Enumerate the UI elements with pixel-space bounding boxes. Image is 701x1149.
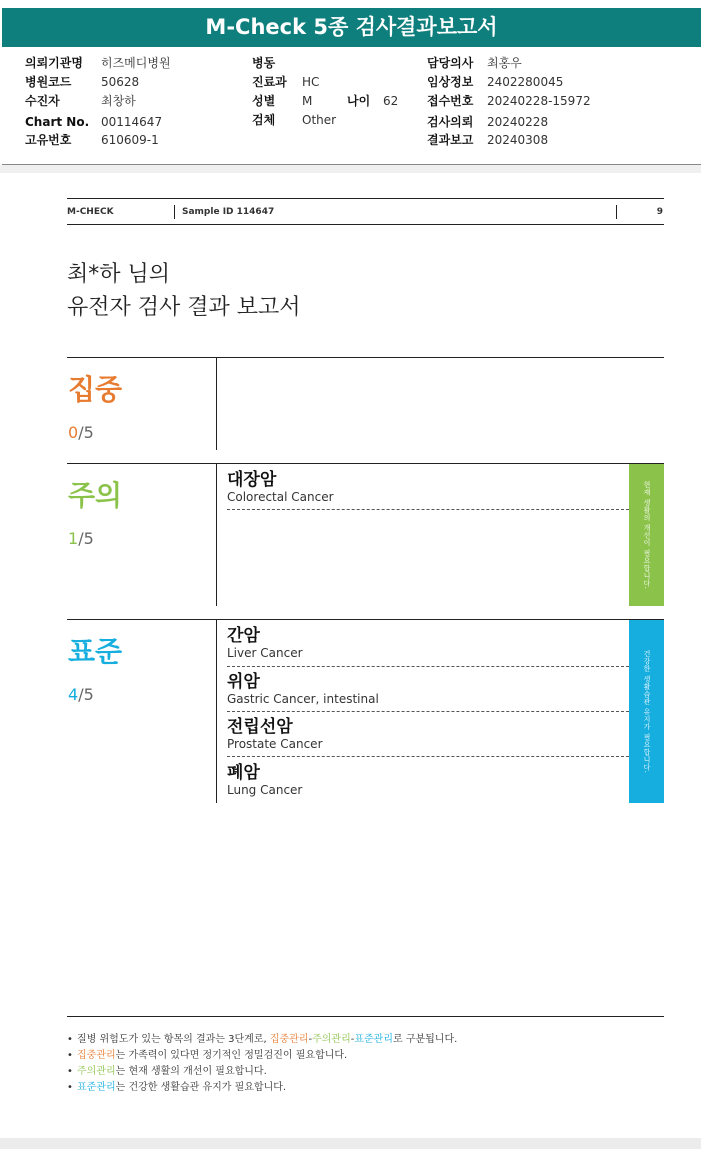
disease-item [227,717,629,757]
section-standard-title: 표준 [68,635,123,668]
disease-name-ko: 위암 [227,672,260,692]
standard-side-banner: 건강한 생활습관 유지가 필요합니다. [629,620,664,803]
note-caution-key: 주의관리 [312,1034,351,1045]
bullet-icon: • [67,1082,73,1093]
count-value: 1 [68,529,79,548]
disease-name-ko: 전립선암 [227,717,293,737]
info-report [427,131,548,149]
section-divider [216,620,217,803]
note-text: 는 건강한 생활습관 유지가 필요합니다. [115,1082,287,1093]
note-text: 질병 위험도가 있는 항목의 결과는 3단계로, [77,1034,270,1045]
disease-name-ko: 폐암 [227,763,260,783]
info-patient [25,92,136,110]
note-dash: - [308,1034,313,1045]
page-gap [0,165,701,173]
info-value: 히즈메디병원 [101,56,171,70]
info-value: Other [302,113,337,127]
info-label: 검체 [252,113,276,127]
info-label: 결과보고 [427,133,474,147]
info-label: 고유번호 [25,133,72,147]
sample-id: Sample ID 114647 [174,205,274,219]
info-doctor [427,54,522,72]
disease-item [227,470,629,510]
section-divider [216,464,217,606]
info-label: Chart No. [25,115,90,129]
count-total: /5 [78,529,94,548]
count-total: /5 [78,423,94,442]
disease-name-en: Gastric Cancer, intestinal [227,692,379,706]
info-label: 의뢰기관명 [25,56,83,70]
section-standard-count [68,685,94,704]
info-uid [25,131,159,149]
bullet-icon: • [67,1050,73,1061]
info-label: 나이 [347,94,371,108]
note-text: 로 구분됩니다. [392,1034,458,1045]
report-heading-line1: 최*하 님의 [67,262,171,287]
note-text: 는 가족력이 있다면 정기적인 정밀검진이 필요합니다. [115,1050,348,1061]
disease-name-en: Liver Cancer [227,646,303,660]
note-item [67,1064,457,1080]
info-chart [25,113,162,131]
report-heading-line2: 유전자 검사 결과 보고서 [67,295,301,320]
count-value: 4 [68,685,79,704]
header-divider [616,205,617,219]
info-value: 00114647 [101,115,163,129]
info-value: HC [302,75,320,89]
note-dash: - [350,1034,355,1045]
footer-divider [67,1016,664,1017]
bullet-icon: • [67,1034,73,1045]
document-header [67,198,664,225]
section-focus [67,357,664,449]
section-caution-title: 주의 [68,479,123,512]
info-value: 최창하 [101,94,136,108]
info-label: 수진자 [25,94,60,108]
report-heading [67,258,301,324]
info-label: 병동 [252,56,276,70]
info-specimen [252,111,336,129]
legend-notes [67,1032,457,1096]
caution-side-banner: 현재 생활의 개선이 필요합니다. [629,464,664,606]
info-label: 병원코드 [25,75,72,89]
info-label: 접수번호 [427,94,474,108]
info-label: 검사의뢰 [427,115,474,129]
info-code [25,73,139,91]
info-dept [252,73,319,91]
note-item [67,1080,457,1096]
info-value: 최홍우 [487,56,522,70]
info-value: M [302,94,313,108]
note-item [67,1048,457,1064]
disease-name-en: Lung Cancer [227,783,303,797]
disease-name-ko: 간암 [227,626,260,646]
note-standard-key: 표준관리 [354,1034,393,1045]
info-label: 임상정보 [427,75,474,89]
info-clinical [427,73,563,91]
page-bottom-gap [0,1138,701,1149]
info-value: 20240308 [487,133,549,147]
disease-item [227,672,629,712]
patient-info-panel [2,47,701,165]
info-value: 20240228 [487,115,549,129]
count-total: /5 [78,685,94,704]
note-focus-key: 집중관리 [269,1034,309,1045]
note-standard-key: 표준관리 [77,1082,116,1093]
disease-item [227,763,629,803]
note-text: 는 현재 생활의 개선이 필요합니다. [115,1066,267,1077]
product-label: M-CHECK [67,207,114,217]
info-request [427,113,548,131]
info-value: 2402280045 [487,75,564,89]
info-label: 진료과 [252,75,287,89]
page-number: 9 [656,207,663,217]
info-value: 20240228-15972 [487,94,591,108]
note-caution-key: 주의관리 [77,1066,116,1077]
section-divider [216,358,217,450]
note-item [67,1032,457,1048]
info-label: 담당의사 [427,56,474,70]
disease-name-en: Prostate Cancer [227,737,323,751]
info-value: 62 [383,94,399,108]
section-standard [67,619,664,802]
section-caution [67,463,664,605]
report-title-bar: M-Check 5종 검사결과보고서 [2,8,701,47]
info-label: 성별 [252,94,276,108]
count-value: 0 [68,423,79,442]
section-caution-count [68,529,94,548]
section-focus-count [68,423,94,442]
disease-name-en: Colorectal Cancer [227,490,334,504]
info-value: 50628 [101,75,140,89]
note-focus-key: 집중관리 [77,1050,116,1061]
info-ward [252,54,302,72]
disease-name-ko: 대장암 [227,470,277,490]
info-value: 610609-1 [101,133,159,147]
info-receipt [427,92,591,110]
info-sex [252,92,398,110]
disease-item [227,626,629,667]
bullet-icon: • [67,1066,73,1077]
info-hospital [25,54,171,72]
section-focus-title: 집중 [68,373,123,406]
